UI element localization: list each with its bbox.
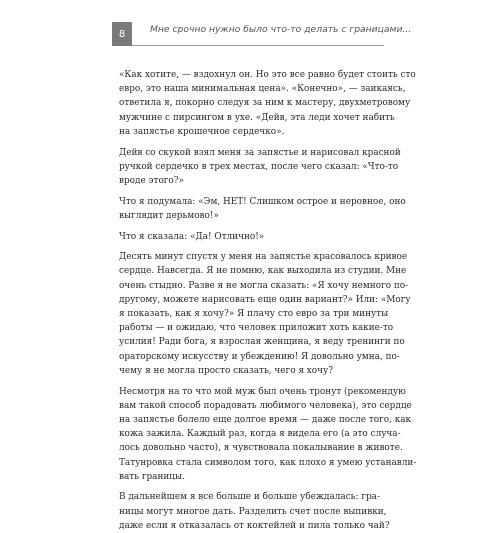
paragraph — [119, 250, 411, 378]
text-line: Десять минут спустя у меня на запястье красовалось кривое — [119, 252, 408, 263]
running-header-title: Мне срочно нужно было что-то делать с границами... — [150, 24, 412, 35]
text-line: вроде этого?» — [119, 175, 184, 186]
paragraph — [119, 385, 417, 484]
text-line: Несмотря на то что мой муж был очень тронут (рекомендую — [119, 386, 406, 397]
text-line: на запястье болело еще долгое время — даже после того, как — [119, 414, 412, 425]
text-line: лось довольно часто), я чувствовала покалывание в животе. — [119, 443, 403, 454]
page-number-box — [112, 22, 132, 46]
text-line: В дальнейшем я все больше и больше убеждалась: гра- — [119, 492, 380, 503]
text-line: евро, это наша минимальная цена». «Конечно», — заикаясь, — [119, 84, 406, 95]
text-line: мужчине с пирсингом в ухе. «Дейв, эта леди хочет набить — [119, 112, 395, 123]
text-line: «Как хотите, — вздохнул он. Но это все равно будет стоить сто — [119, 70, 416, 80]
paragraph — [119, 146, 401, 189]
text-line: вать границы. — [119, 471, 185, 482]
body-text — [119, 68, 417, 533]
text-line: на запястье крошечное сердечко». — [119, 126, 285, 137]
text-line: ответила я, покорно следуя за ним к мастеру, двухметровому — [119, 98, 411, 109]
text-line: выглядит дерьмово!» — [119, 210, 219, 221]
text-line: усилия! Ради бога, я взрослая женщина, я веду тренинги по — [119, 337, 405, 348]
paragraph — [119, 68, 416, 139]
text-line: кожа зажила. Каждый раз, когда я видела его (а это случа- — [119, 429, 401, 440]
paragraph — [119, 195, 406, 223]
text-line: работы — и ожидаю, что человек приложит хоть какие-то — [119, 323, 394, 334]
text-line: чему я не могла просто сказать, чего я хочу? — [119, 365, 333, 376]
text-line: Дейв со скукой взял меня за запястье и нарисовал красной — [119, 147, 401, 158]
text-line: ручкой сердечко в трех местах, после чего сказал: «Что-то — [119, 161, 399, 172]
text-line: Что я сказала: «Да! Отлично!» — [119, 231, 265, 242]
text-line: Татунровка стала символом того, как плохо я умею устанавли- — [119, 457, 417, 468]
text-line: я показать, как я хочу?» Я плачу сто евро за три минуты — [119, 309, 389, 320]
text-line: сердце. Навсегда. Я не помню, как выходила из студии. Мне — [119, 266, 407, 277]
text-line: даже если я отказалась от коктейлей и пила только чай? — [119, 520, 390, 531]
text-line: очень стыдно. Разве я не могла сказать: «Я хочу немного по- — [119, 280, 409, 291]
paragraph — [119, 230, 387, 244]
header-rule — [132, 45, 384, 46]
text-line: ницы могут многое дать. Разделить счет после выпивки, — [119, 506, 387, 517]
text-line: другому, можете нарисовать еще один вариант?» Или: «Могу — [119, 294, 411, 305]
page-number: 8 — [118, 28, 126, 40]
text-line: вам такой способ порадовать любимого человека), это сердце — [119, 400, 412, 411]
text-line: ораторскому искусству и убеждению! Я довольно умна, по- — [119, 351, 400, 362]
text-line: Что я подумала: «Эм, НЕТ! Слишком острое и неровное, оно — [119, 196, 406, 207]
paragraph — [119, 490, 390, 533]
